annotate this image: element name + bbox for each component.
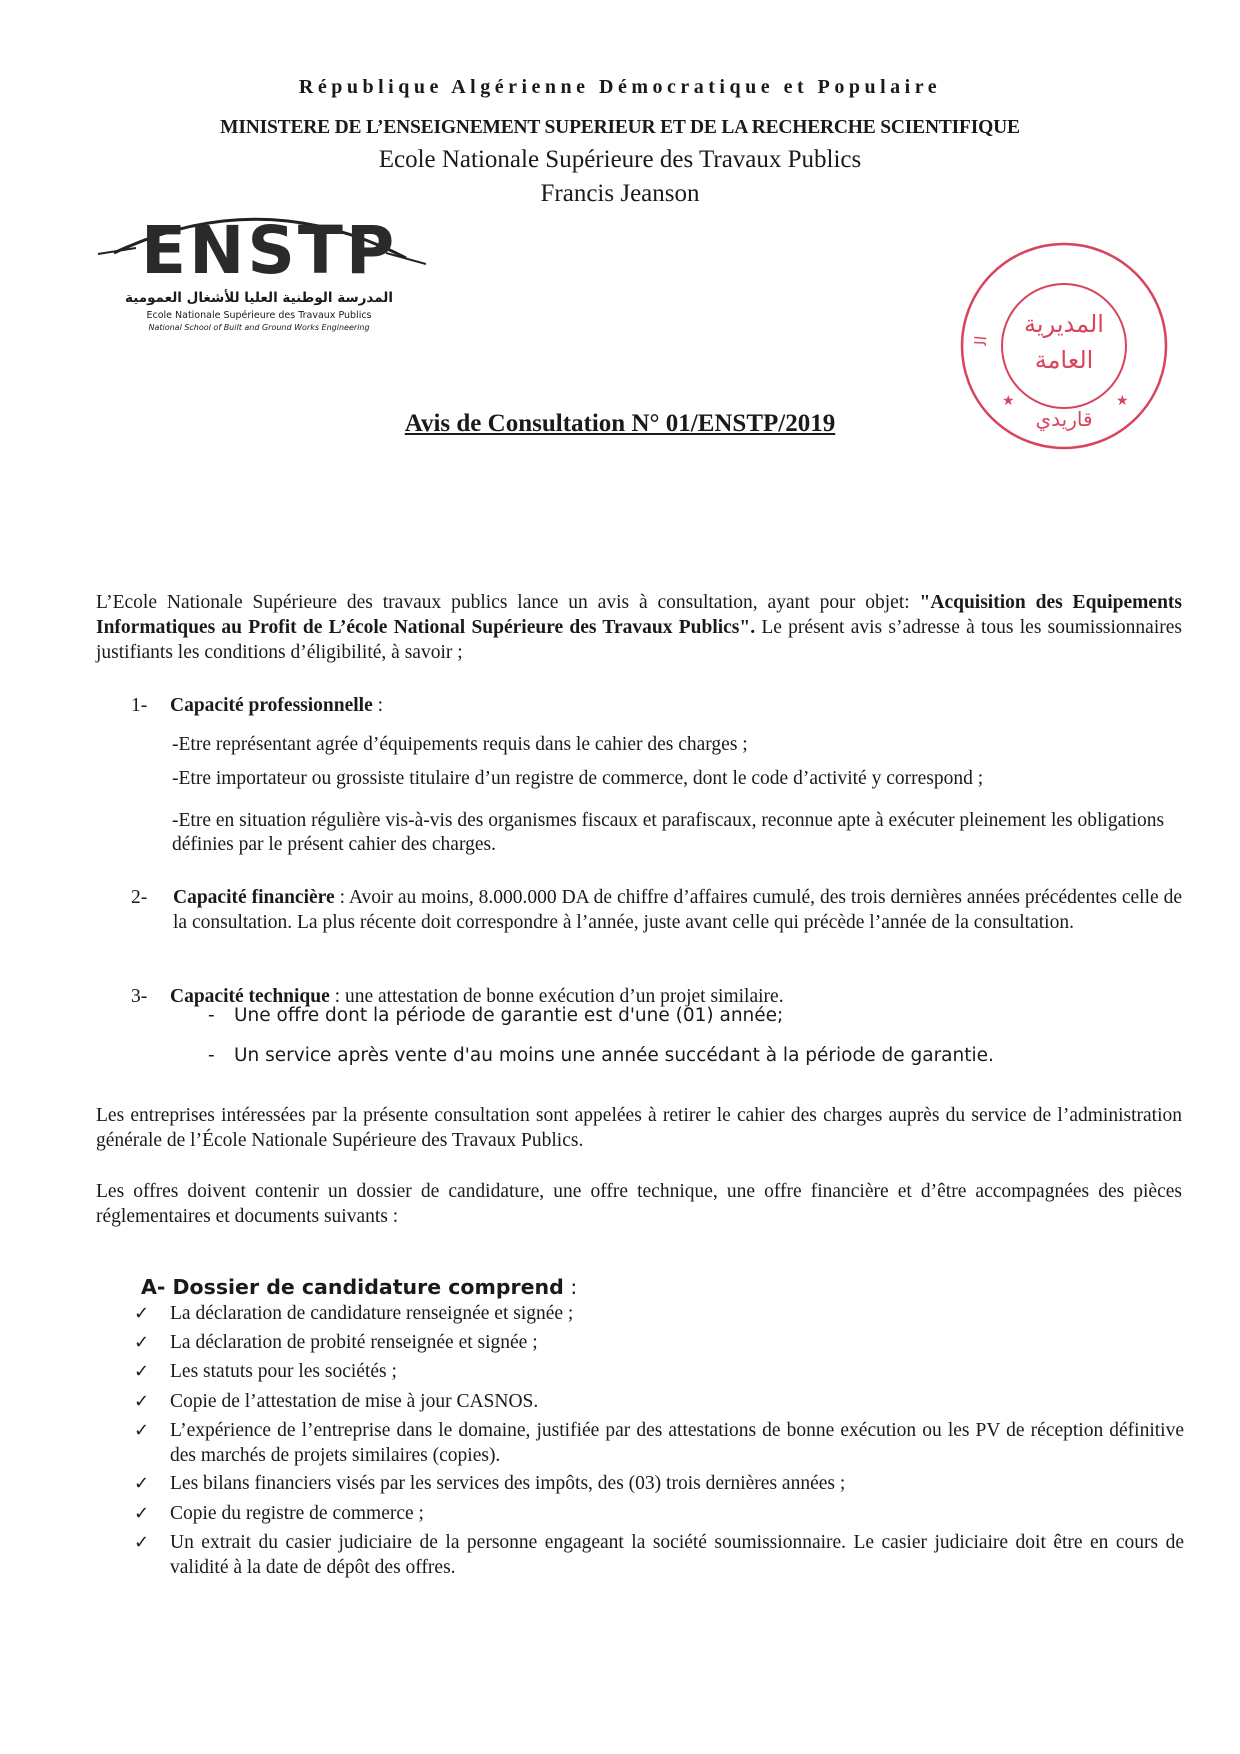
stamp-star-icon: ★ — [1002, 394, 1015, 409]
criterion-suffix: : — [372, 695, 384, 716]
list-item-text: Copie du registre de commerce ; — [170, 1503, 424, 1524]
criterion-1-heading — [131, 693, 1182, 718]
list-item — [134, 1301, 1184, 1326]
checkmark-icon: ✓ — [134, 1420, 150, 1441]
stamp-ring-text: ال — [970, 334, 991, 346]
criterion-3-bullet — [208, 1005, 1188, 1026]
criterion-number: 1- — [131, 695, 148, 716]
checkmark-icon: ✓ — [134, 1332, 150, 1353]
list-item-text: Les bilans financiers visés par les services des impôts, des (03) trois dernières années ; — [170, 1473, 846, 1494]
list-item — [134, 1501, 1184, 1526]
bullet-text: Une offre dont la période de garantie est d'une (01) année; — [234, 1005, 784, 1026]
list-item — [134, 1418, 1184, 1468]
intro-object: "Acquisition des Equipements Informatiques au Profit de L’école National Supérieure des Travaux Publics". — [96, 592, 1183, 638]
list-item — [134, 1359, 1184, 1384]
paragraph-retirer: Les entreprises intéressées par la présente consultation sont appelées à retirer le cahier des charges auprès du service de l’administration générale de l’École Nationale Supérieure des Travaux Publics. — [96, 1105, 1182, 1151]
logo-french-name: Ecole Nationale Supérieure des Travaux Publics — [146, 310, 372, 321]
criterion-label: Capacité financière — [173, 887, 335, 908]
section-a-title — [141, 1275, 577, 1299]
criterion-1-line: -Etre en situation régulière vis-à-vis des organismes fiscaux et parafiscaux, reconnue apte à exécuter pleinement les obligations définies par le présent cahier des charges. — [172, 810, 1165, 855]
criterion-number: 3- — [131, 986, 148, 1007]
list-item-text: La déclaration de candidature renseignée et signée ; — [170, 1303, 574, 1324]
criterion-1-line: -Etre importateur ou grossiste titulaire d’un registre de commerce, dont le code d’activité y correspond ; — [172, 768, 984, 789]
header-republique: République Algérienne Démocratique et Populaire — [298, 76, 942, 98]
criterion-1-line: -Etre représentant agrée d’équipements requis dans le cahier des charges ; — [172, 734, 748, 755]
stamp-center-line2: العامة — [1034, 346, 1094, 374]
list-item — [134, 1330, 1184, 1355]
criterion-label: Capacité professionnelle — [170, 695, 373, 716]
criterion-label: Capacité technique — [170, 986, 330, 1007]
logo-english-name: National School of Built and Ground Works Engineering — [148, 323, 370, 332]
section-title-text: A- Dossier de candidature comprend — [141, 1275, 564, 1299]
list-item-text: Les statuts pour les sociétés ; — [170, 1361, 397, 1382]
checkmark-icon: ✓ — [134, 1473, 150, 1494]
page-title: Avis de Consultation N° 01/ENSTP/2019 — [404, 410, 836, 437]
checkmark-icon: ✓ — [134, 1503, 150, 1524]
criterion-number: 2- — [131, 887, 148, 908]
intro-text-start: L’Ecole Nationale Supérieure des travaux publics lance un avis à consultation, ayant pour objet: — [96, 592, 920, 613]
enstp-logo — [96, 208, 426, 358]
section-title-suffix: : — [563, 1275, 578, 1299]
checkmark-icon: ✓ — [134, 1361, 150, 1382]
checkmark-icon: ✓ — [134, 1532, 150, 1553]
header-francis: Francis Jeanson — [540, 180, 700, 207]
list-item — [134, 1471, 1184, 1496]
list-item — [134, 1389, 1184, 1414]
criterion-2 — [131, 885, 1182, 935]
list-item-text: Un extrait du casier judiciaire de la personne engageant la société soumissionnaire. Le casier judiciaire doit être en cours de validité à la date de dépôt des offres. — [170, 1532, 1184, 1578]
intro-text-end: Le présent avis s’adresse à tous les soumissionnaires justifiants les conditions d’éligibilité, à savoir ; — [96, 617, 1182, 663]
checkmark-icon: ✓ — [134, 1303, 150, 1324]
criterion-text: : Avoir au moins, 8.000.000 DA de chiffre d’affaires cumulé, des trois dernières années précédentes celle de la consultation. La plus récente doit correspondre à l’année, juste avant celle qui précède l’année de la consultation. — [173, 887, 1182, 933]
logo-arabic-name: المدرسة الوطنية العليا للأشغال العمومية — [125, 290, 393, 306]
header-ministere: MINISTERE DE L’ENSEIGNEMENT SUPERIEUR ET DE LA RECHERCHE SCIENTIFIQUE — [220, 117, 1020, 138]
list-item-text: Copie de l’attestation de mise à jour CASNOS. — [170, 1391, 539, 1412]
paragraph-offres: Les offres doivent contenir un dossier de candidature, une offre technique, une offre financière et d’être accompagnées des pièces réglementaires et documents suivants : — [96, 1181, 1182, 1227]
list-item-text: La déclaration de probité renseignée et signée ; — [170, 1332, 538, 1353]
bullet-dash: - — [208, 1005, 215, 1026]
logo-acronym: ENSTP — [141, 212, 398, 289]
criterion-text: : une attestation de bonne exécution d’un projet similaire. — [329, 986, 784, 1007]
stamp-bottom-text: قاريدي — [1035, 407, 1093, 431]
stamp-center-line1: المديرية — [1024, 310, 1104, 338]
list-item-text: L’expérience de l’entreprise dans le domaine, justifiée par des attestations de bonne exécution ou les PV de réception définitive des marchés de projets similaires (copies). — [170, 1420, 1184, 1466]
bullet-text: Un service après vente d'au moins une année succédant à la période de garantie. — [234, 1045, 994, 1066]
checkmark-icon: ✓ — [134, 1391, 150, 1412]
criterion-3-bullet — [208, 1045, 1188, 1066]
stamp-star-icon: ★ — [1116, 394, 1129, 409]
bullet-dash: - — [208, 1045, 215, 1066]
intro-paragraph — [96, 590, 1182, 665]
header-ecole: Ecole Nationale Supérieure des Travaux Publics — [378, 146, 862, 173]
list-item — [134, 1530, 1184, 1580]
